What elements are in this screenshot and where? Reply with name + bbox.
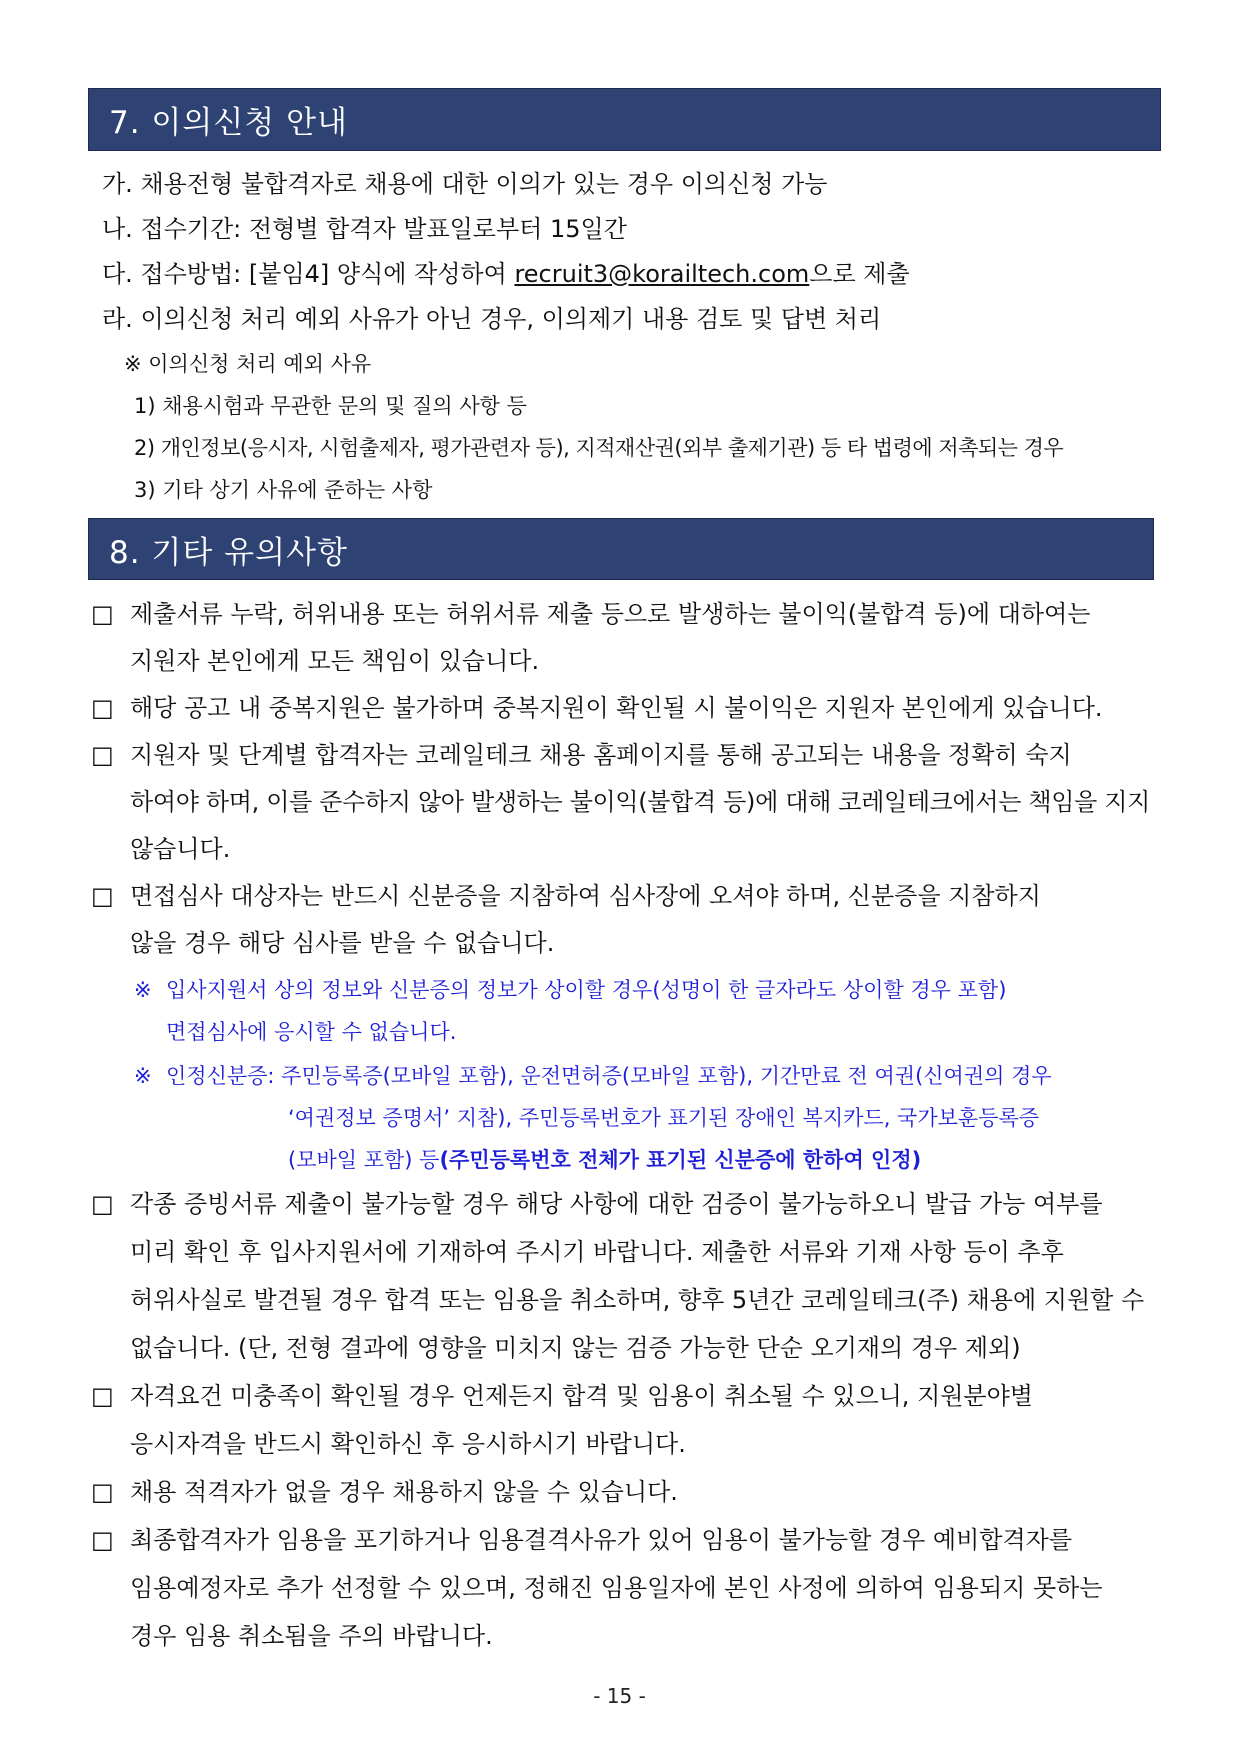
exception-item-3: 3) 기타 상기 사유에 준하는 사항 bbox=[134, 478, 433, 502]
bullet-8-line-3: 경우 임용 취소됨을 주의 바랍니다. bbox=[130, 1622, 493, 1650]
bullet-5-line-3: 허위사실로 발견될 경우 합격 또는 임용을 취소하며, 향후 5년간 코레일테크(주) 채용에 지원할 수 bbox=[130, 1286, 1145, 1314]
note-1-line-1: 입사지원서 상의 정보와 신분증의 정보가 상이할 경우(성명이 한 글자라도 상이할 경우 포함) bbox=[166, 978, 1007, 1002]
section-7-item-d: 라. 이의신청 처리 예외 사유가 아닌 경우, 이의제기 내용 검토 및 답변 처리 bbox=[102, 305, 882, 333]
page-number: - 15 - bbox=[593, 1684, 646, 1708]
section-7-item-a: 가. 채용전형 불합격자로 채용에 대한 이의가 있는 경우 이의신청 가능 bbox=[102, 170, 828, 198]
email-link[interactable]: recruit3@korailtech.com bbox=[514, 260, 810, 288]
item-c-prefix: 다. 접수방법: [붙임4] 양식에 작성하여 bbox=[102, 260, 515, 288]
bullet-2-line-1: 해당 공고 내 중복지원은 불가하며 중복지원이 확인될 시 불이익은 지원자 본인에게 있습니다. bbox=[130, 694, 1103, 722]
checkbox-icon: □ bbox=[91, 1526, 114, 1554]
exception-item-1: 1) 채용시험과 무관한 문의 및 질의 사항 등 bbox=[134, 394, 527, 418]
bullet-6-line-1: 자격요건 미충족이 확인될 경우 언제든지 합격 및 임용이 취소될 수 있으니, 지원분야별 bbox=[130, 1382, 1033, 1410]
checkbox-icon: □ bbox=[91, 694, 114, 722]
exception-item-2: 2) 개인정보(응시자, 시험출제자, 평가관련자 등), 지적재산권(외부 출제기관) 등 타 법령에 저촉되는 경우 bbox=[134, 436, 1064, 460]
bullet-4-line-2: 않을 경우 해당 심사를 받을 수 없습니다. bbox=[130, 929, 555, 957]
section-7-item-c bbox=[102, 258, 910, 290]
note-1-line-2: 면접심사에 응시할 수 없습니다. bbox=[166, 1020, 457, 1044]
bullet-8-line-2: 임용예정자로 추가 선정할 수 있으며, 정해진 임용일자에 본인 사정에 의하여 임용되지 못하는 bbox=[130, 1574, 1103, 1602]
bullet-5-line-1: 각종 증빙서류 제출이 불가능할 경우 해당 사항에 대한 검증이 불가능하오니 발급 가능 여부를 bbox=[130, 1190, 1103, 1218]
bullet-3-line-3: 않습니다. bbox=[130, 835, 231, 863]
note-icon: ※ bbox=[134, 978, 152, 1002]
checkbox-icon: □ bbox=[91, 741, 114, 769]
bullet-7-line-1: 채용 적격자가 없을 경우 채용하지 않을 수 있습니다. bbox=[130, 1478, 678, 1506]
section-7-header bbox=[88, 88, 1161, 151]
note-2-line-3 bbox=[288, 1144, 921, 1176]
bullet-3-line-1: 지원자 및 단계별 합격자는 코레일테크 채용 홈페이지를 통해 공고되는 내용을 정확히 숙지 bbox=[130, 741, 1072, 769]
note-icon: ※ bbox=[134, 1064, 152, 1088]
bullet-8-line-1: 최종합격자가 임용을 포기하거나 임용결격사유가 있어 임용이 불가능할 경우 예비합격자를 bbox=[130, 1526, 1073, 1554]
note-2-line-1: 인정신분증: 주민등록증(모바일 포함), 운전면허증(모바일 포함), 기간만료 전 여권(신여권의 경우 bbox=[166, 1064, 1052, 1088]
checkbox-icon: □ bbox=[91, 1478, 114, 1506]
section-8-title: 8. 기타 유의사항 bbox=[109, 534, 348, 571]
bullet-5-line-4: 없습니다. (단, 전형 결과에 영향을 미치지 않는 검증 가능한 단순 오기재의 경우 제외) bbox=[130, 1334, 1021, 1362]
checkbox-icon: □ bbox=[91, 1190, 114, 1218]
note-2-bold: (주민등록번호 전체가 표기된 신분증에 한하여 인정) bbox=[439, 1148, 922, 1172]
section-7-item-b: 나. 접수기간: 전형별 합격자 발표일로부터 15일간 bbox=[102, 215, 627, 243]
note-2-plain: (모바일 포함) 등 bbox=[288, 1148, 440, 1172]
bullet-1-line-2: 지원자 본인에게 모든 책임이 있습니다. bbox=[130, 647, 540, 675]
bullet-4-line-1: 면접심사 대상자는 반드시 신분증을 지참하여 심사장에 오셔야 하며, 신분증을 지참하지 bbox=[130, 882, 1041, 910]
bullet-6-line-2: 응시자격을 반드시 확인하신 후 응시하시기 바랍니다. bbox=[130, 1430, 686, 1458]
bullet-1-line-1: 제출서류 누락, 허위내용 또는 허위서류 제출 등으로 발생하는 불이익(불합격 등)에 대하여는 bbox=[130, 600, 1091, 628]
exception-note-title: ※ 이의신청 처리 예외 사유 bbox=[124, 352, 372, 376]
checkbox-icon: □ bbox=[91, 600, 114, 628]
item-c-suffix: 으로 제출 bbox=[809, 260, 910, 288]
section-7-title: 7. 이의신청 안내 bbox=[109, 105, 348, 141]
note-2-line-2: ‘여권정보 증명서’ 지참), 주민등록번호가 표기된 장애인 복지카드, 국가보훈등록증 bbox=[288, 1106, 1040, 1130]
bullet-5-line-2: 미리 확인 후 입사지원서에 기재하여 주시기 바랍니다. 제출한 서류와 기재 사항 등이 추후 bbox=[130, 1238, 1064, 1266]
section-8-header bbox=[88, 518, 1154, 580]
bullet-3-line-2: 하여야 하며, 이를 준수하지 않아 발생하는 불이익(불합격 등)에 대해 코레일테크에서는 책임을 지지 bbox=[130, 788, 1150, 816]
checkbox-icon: □ bbox=[91, 882, 114, 910]
checkbox-icon: □ bbox=[91, 1382, 114, 1410]
